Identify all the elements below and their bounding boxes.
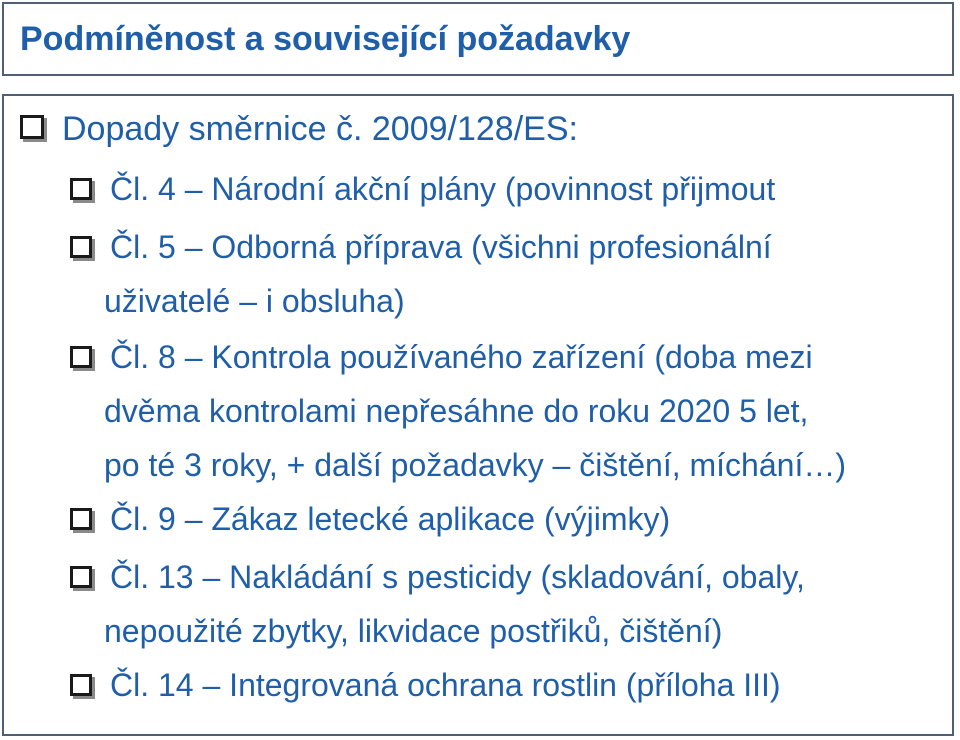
bullet-text-line: Čl. 8 – Kontrola používaného zařízení (doba mezi bbox=[110, 339, 813, 375]
bullet-text-line: nepoužité zbytky, likvidace postřiků, čištění) bbox=[104, 613, 723, 649]
title-box bbox=[2, 2, 954, 76]
bullet-text-line: Čl. 13 – Nakládání s pesticidy (skladování, obaly, bbox=[110, 559, 805, 595]
content-box bbox=[2, 94, 954, 736]
checkbox-bullet-icon bbox=[70, 346, 92, 368]
checkbox-bullet-icon bbox=[70, 236, 92, 258]
bullet-text-line: Čl. 5 – Odborná příprava (všichni profesionální bbox=[110, 229, 772, 265]
bullet-text-line: po té 3 roky, + další požadavky – čištění, míchání…) bbox=[104, 447, 846, 483]
bullet-text-line: uživatelé – i obsluha) bbox=[104, 283, 405, 319]
checkbox-bullet-icon bbox=[20, 115, 44, 139]
bullet-text-line: Čl. 9 – Zákaz letecké aplikace (výjimky) bbox=[110, 501, 671, 537]
bullet-text: Dopady směrnice č. 2009/128/ES: bbox=[62, 110, 578, 148]
bullet-text-line: Čl. 14 – Integrovaná ochrana rostlin (příloha III) bbox=[110, 667, 781, 703]
bullet-text-line: Čl. 4 – Národní akční plány (povinnost přijmout bbox=[110, 171, 776, 207]
checkbox-bullet-icon bbox=[70, 508, 92, 530]
bullet-text-line: dvěma kontrolami nepřesáhne do roku 2020 5 let, bbox=[104, 393, 809, 429]
checkbox-bullet-icon bbox=[70, 178, 92, 200]
checkbox-bullet-icon bbox=[70, 674, 92, 696]
slide-title: Podmíněnost a související požadavky bbox=[20, 20, 631, 58]
checkbox-bullet-icon bbox=[70, 566, 92, 588]
